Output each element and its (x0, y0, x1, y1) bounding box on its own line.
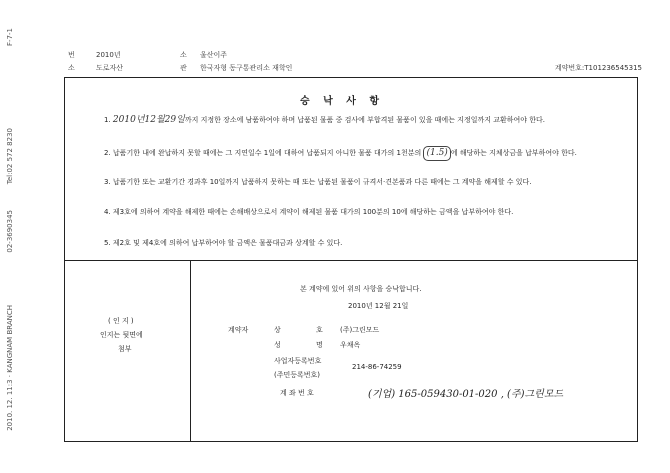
biz-reg-value: 214-86-74259 (352, 363, 402, 371)
term-item-1-date: 2010년12월29일 (112, 115, 185, 125)
term-item-2 (104, 146, 609, 161)
header-row2-value2: 한국자형 동구통관리소 재학인 (200, 64, 293, 72)
term-item-3-text: 납품기한 또는 교환기간 경과후 10일까지 납품하지 못하는 때 또는 납품된 물품이 규격서·견본품과 다른 때에는 그 계약을 해제할 수 있다. (112, 178, 532, 186)
term-item-5-prefix: 5. (104, 239, 111, 247)
fax-margin-footer: 2010. 12. 11:3 · KANGNAM BRANCH (6, 305, 14, 431)
term-item-3 (104, 176, 609, 189)
form-divider (64, 260, 638, 261)
rep-name-key2: 명 (316, 341, 323, 349)
term-item-4-prefix: 4. (104, 208, 111, 216)
biz-reg-key: 사업자등록번호 (274, 357, 322, 365)
stamp-divider (190, 260, 191, 442)
contract-number: 계약번호:T101236545315 (554, 64, 642, 72)
term-item-5 (104, 237, 609, 250)
account-value: (기업) 165-059430-01-020 , (주)그린모드 (368, 389, 564, 400)
term-item-1 (104, 114, 609, 127)
rep-name-key: 성 (274, 341, 281, 349)
fax-margin-number: 02-3690345 (6, 210, 14, 253)
header-row1-label2: 소 (180, 51, 187, 59)
term-item-2-rate: (1.5) (423, 146, 450, 161)
acceptance-statement: 본 계약에 있어 위의 사항을 승낙합니다. (300, 285, 422, 293)
term-item-3-prefix: 3. (104, 178, 111, 186)
trade-name-value: (주)그린모드 (340, 326, 380, 334)
trade-name-key2: 호 (316, 326, 323, 334)
term-item-2-prefix: 2. (104, 149, 111, 157)
term-item-2-text2: 에 해당하는 지체상금을 납부하여야 한다. (450, 149, 577, 157)
account-key: 계 좌 번 호 (280, 389, 314, 397)
header-row2-label1: 소 (68, 64, 75, 72)
stamp-instruction: 인지는 뒷면에 (100, 331, 143, 339)
header-row1-value1: 2010년 (96, 51, 121, 59)
term-item-1-prefix: 1. (104, 116, 111, 124)
resident-reg-key: (주민등록번호) (274, 371, 321, 379)
stamp-label: ( 인 지 ) (108, 317, 134, 325)
header-row1-label1: 번 (68, 51, 75, 59)
trade-name-key: 상 (274, 326, 281, 334)
fax-margin-top: F-7-1 (6, 28, 14, 46)
term-item-5-text: 제2호 및 제4호에 의하여 납부하여야 할 금액은 물품대금과 상계할 수 있다. (112, 239, 343, 247)
fax-margin-phone: Tel:02 572 8230 (6, 128, 14, 185)
term-item-4-text: 제3호에 의하여 계약을 해제한 때에는 손해배상으로서 계약이 해제된 물품 대가의 100분의 10에 해당하는 금액을 납부하여야 한다. (112, 208, 514, 216)
contractor-label: 계약자 (228, 326, 249, 334)
term-item-1-text: 까지 지정한 장소에 남품하여야 하며 납품된 물품 중 검사에 부합격된 물품이 있을 때에는 지정일까지 교환하여야 한다. (184, 116, 546, 124)
rep-name-value: 우채옥 (340, 341, 361, 349)
terms-title: 승 낙 사 항 (300, 96, 385, 107)
acceptance-date: 2010년 12월 21일 (348, 302, 409, 310)
term-item-2-text: 납품기한 내에 완납하지 못할 때에는 그 지연일수 1일에 대하여 납품되지 아니한 물품 대가의 1천분의 (112, 149, 422, 157)
stamp-attach: 첨부 (118, 345, 132, 353)
header-row1-value2: 울산이주 (200, 51, 228, 59)
header-row2-value1: 도로자산 (96, 64, 124, 72)
header-row2-label2: 관 (180, 64, 187, 72)
term-item-4 (104, 206, 609, 219)
